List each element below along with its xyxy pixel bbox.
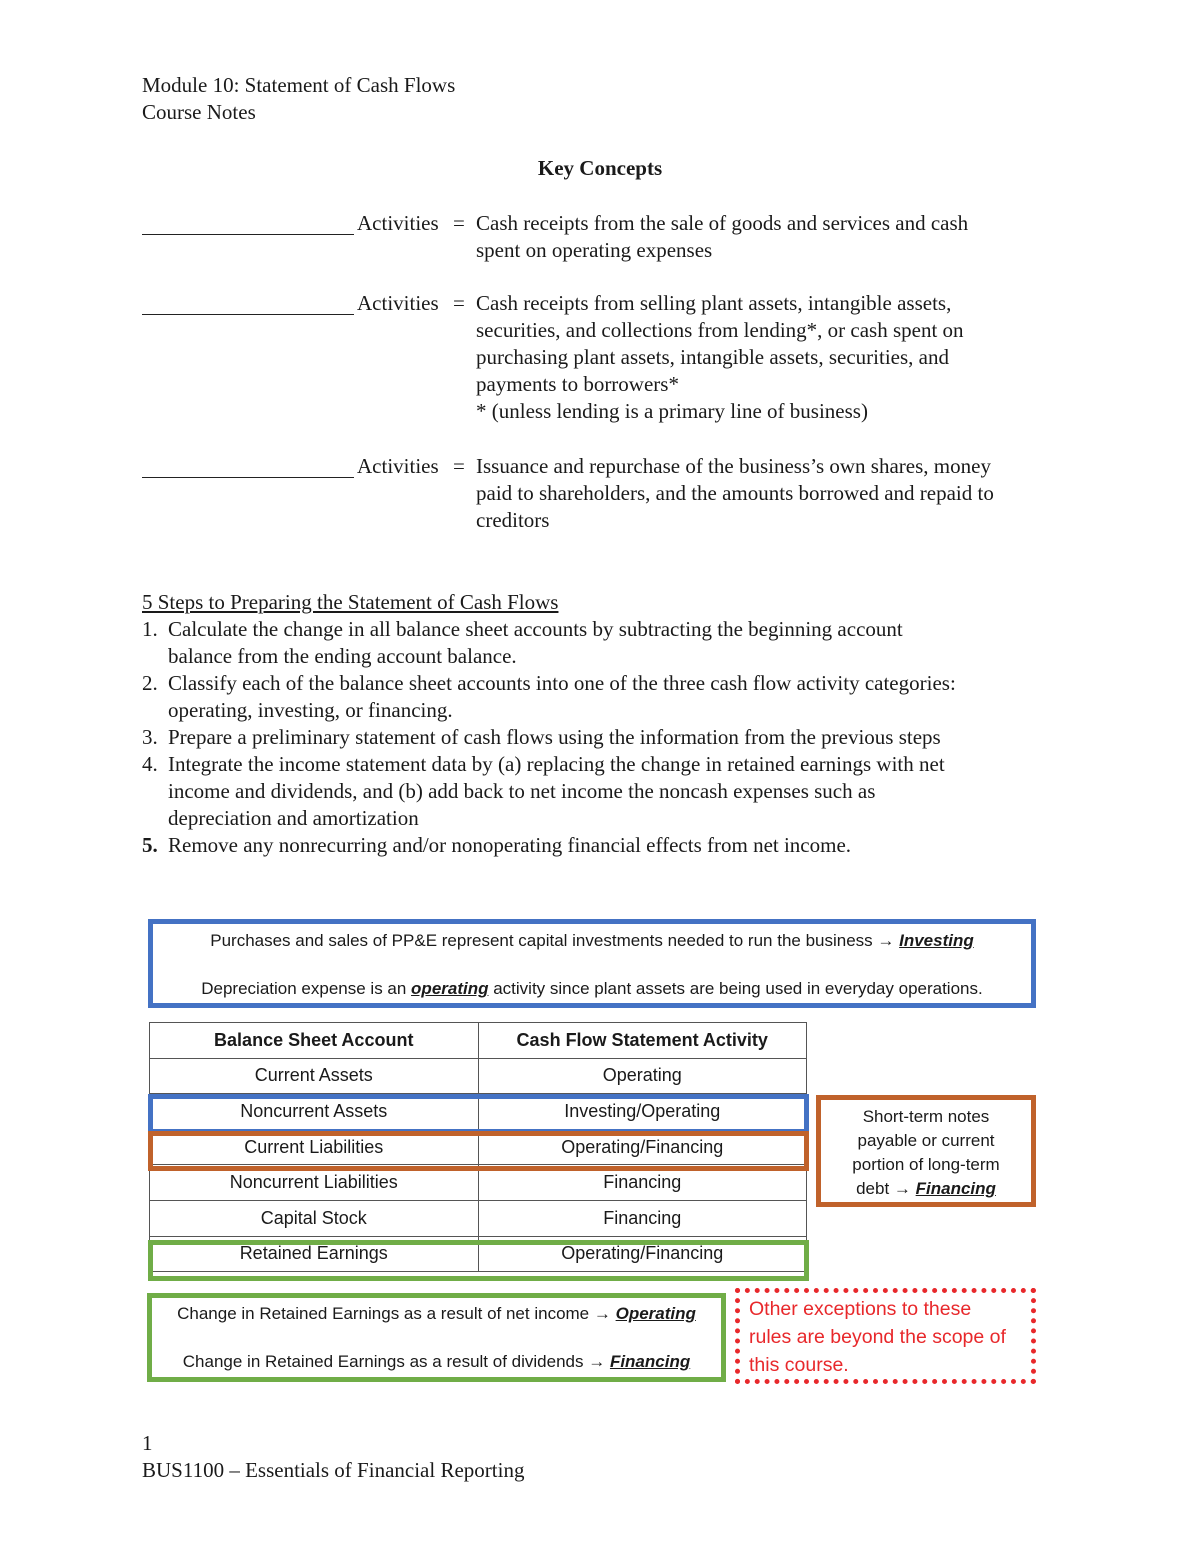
operating-emphasis: operating (411, 979, 489, 998)
activities-label: Activities (357, 211, 439, 235)
step-line: balance from the ending account balance. (168, 644, 517, 668)
step-line: Calculate the change in all balance sheet accounts by subtracting the beginning account (168, 617, 903, 641)
definition-line: Cash receipts from selling plant assets, intangible assets, (476, 291, 952, 315)
definition-footnote: * (unless lending is a primary line of business) (476, 399, 868, 423)
step-line: Classify each of the balance sheet accounts into one of the three cash flow activity categories: (168, 671, 956, 695)
table-cell: Noncurrent Liabilities (150, 1165, 479, 1201)
definition-line: purchasing plant assets, intangible assets, securities, and (476, 345, 949, 369)
exceptions-note-box (735, 1288, 1036, 1384)
callout-text: Change in Retained Earnings as a result of dividends → (182, 1352, 610, 1371)
step-number: 4. (142, 752, 158, 776)
activities-label: Activities (357, 454, 439, 478)
short-term-notes-callout (816, 1095, 1036, 1207)
noncurrent-assets-highlight (148, 1094, 809, 1134)
note-line: Other exceptions to these (749, 1298, 972, 1320)
step-number: 2. (142, 671, 158, 695)
investing-callout-box (148, 919, 1036, 1008)
table-cell: Current Assets (150, 1058, 479, 1094)
step-number: 1. (142, 617, 158, 641)
step-item (142, 751, 1062, 832)
concept-definition-3 (476, 453, 1076, 534)
step-item (142, 670, 1062, 724)
definition-line: securities, and collections from lending*, or cash spent on (476, 318, 964, 342)
retained-earnings-callout (147, 1293, 726, 1382)
financing-emphasis: Financing (609, 1352, 691, 1371)
fill-in-blank-investing (142, 294, 354, 315)
table-cell: Current Liabilities (150, 1129, 479, 1165)
callout-line: portion of long-term (852, 1155, 1000, 1174)
column-header: Cash Flow Statement Activity (478, 1023, 807, 1059)
current-liabilities-highlight (148, 1131, 809, 1171)
step-number: 5. (142, 833, 158, 857)
step-line: Integrate the income statement data by (a) replacing the change in retained earnings with net (168, 752, 945, 776)
step-line: depreciation and amortization (168, 806, 419, 830)
net-income-callout-line (152, 1304, 721, 1324)
key-concepts-title: Key Concepts (537, 156, 663, 180)
table-cell: Operating/Financing (478, 1129, 807, 1165)
definition-line: payments to borrowers* (476, 372, 679, 396)
step-line: operating, investing, or financing. (168, 698, 453, 722)
equals-sign: = (453, 291, 465, 315)
table-cell: Financing (478, 1200, 807, 1236)
callout-line (821, 1177, 1031, 1201)
step-line: income and dividends, and (b) add back to net income the noncash expenses such as (168, 779, 876, 803)
retained-earnings-highlight (148, 1240, 809, 1281)
definition-line: Cash receipts from the sale of goods and services and cash (476, 211, 969, 235)
note-line: rules are beyond the scope of (749, 1326, 1006, 1348)
definition-line: creditors (476, 508, 550, 532)
callout-line: Short-term notes (862, 1107, 990, 1126)
page-number: 1 (142, 1431, 153, 1455)
callout-text: activity since plant assets are being used in everyday operations. (488, 979, 983, 998)
table-cell: Capital Stock (150, 1200, 479, 1236)
definition-line: spent on operating expenses (476, 238, 713, 262)
definition-line: paid to shareholders, and the amounts borrowed and repaid to (476, 481, 994, 505)
table-cell: Noncurrent Assets (150, 1094, 479, 1130)
table-cell: Retained Earnings (150, 1236, 479, 1272)
module-title: Module 10: Statement of Cash Flows (142, 73, 456, 97)
note-line: this course. (749, 1354, 849, 1376)
callout-text: debt → (856, 1179, 916, 1198)
table-cell: Investing/Operating (478, 1094, 807, 1130)
table-header-row (150, 1023, 807, 1059)
equals-sign: = (453, 454, 465, 478)
step-line: Prepare a preliminary statement of cash flows using the information from the previous steps (168, 725, 941, 749)
step-line: Remove any nonrecurring and/or nonoperating financial effects from net income. (168, 833, 852, 857)
investing-emphasis: Investing (899, 931, 974, 950)
investing-callout-line (153, 931, 1031, 951)
course-footer: BUS1100 – Essentials of Financial Reporting (142, 1458, 525, 1482)
step-item (142, 616, 1062, 670)
course-notes-subtitle: Course Notes (142, 100, 256, 124)
table-row (150, 1200, 807, 1236)
concept-definition-2 (476, 290, 1076, 425)
fill-in-blank-operating (142, 214, 354, 235)
concept-definition-1 (476, 210, 1076, 264)
callout-line: payable or current (857, 1131, 995, 1150)
step-item (142, 832, 1062, 859)
table-cell: Operating (478, 1058, 807, 1094)
steps-list (142, 616, 1062, 859)
steps-heading: 5 Steps to Preparing the Statement of Cash Flows (142, 590, 559, 614)
callout-text: Purchases and sales of PP&E represent capital investments needed to run the business → (210, 931, 900, 950)
table-cell: Financing (478, 1165, 807, 1201)
table-cell: Operating/Financing (478, 1236, 807, 1272)
callout-text: Depreciation expense is an (201, 979, 412, 998)
step-item (142, 724, 1062, 751)
column-header: Balance Sheet Account (150, 1023, 479, 1059)
activities-label: Activities (357, 291, 439, 315)
table-row (150, 1058, 807, 1094)
callout-text: Change in Retained Earnings as a result of net income → (177, 1304, 616, 1323)
definition-line: Issuance and repurchase of the business’s own shares, money (476, 454, 991, 478)
dividends-callout-line (152, 1352, 721, 1372)
equals-sign: = (453, 211, 465, 235)
step-number: 3. (142, 725, 158, 749)
depreciation-callout-line (153, 979, 1031, 999)
operating-emphasis: Operating (615, 1304, 696, 1323)
fill-in-blank-financing (142, 457, 354, 478)
financing-emphasis: Financing (915, 1179, 996, 1198)
